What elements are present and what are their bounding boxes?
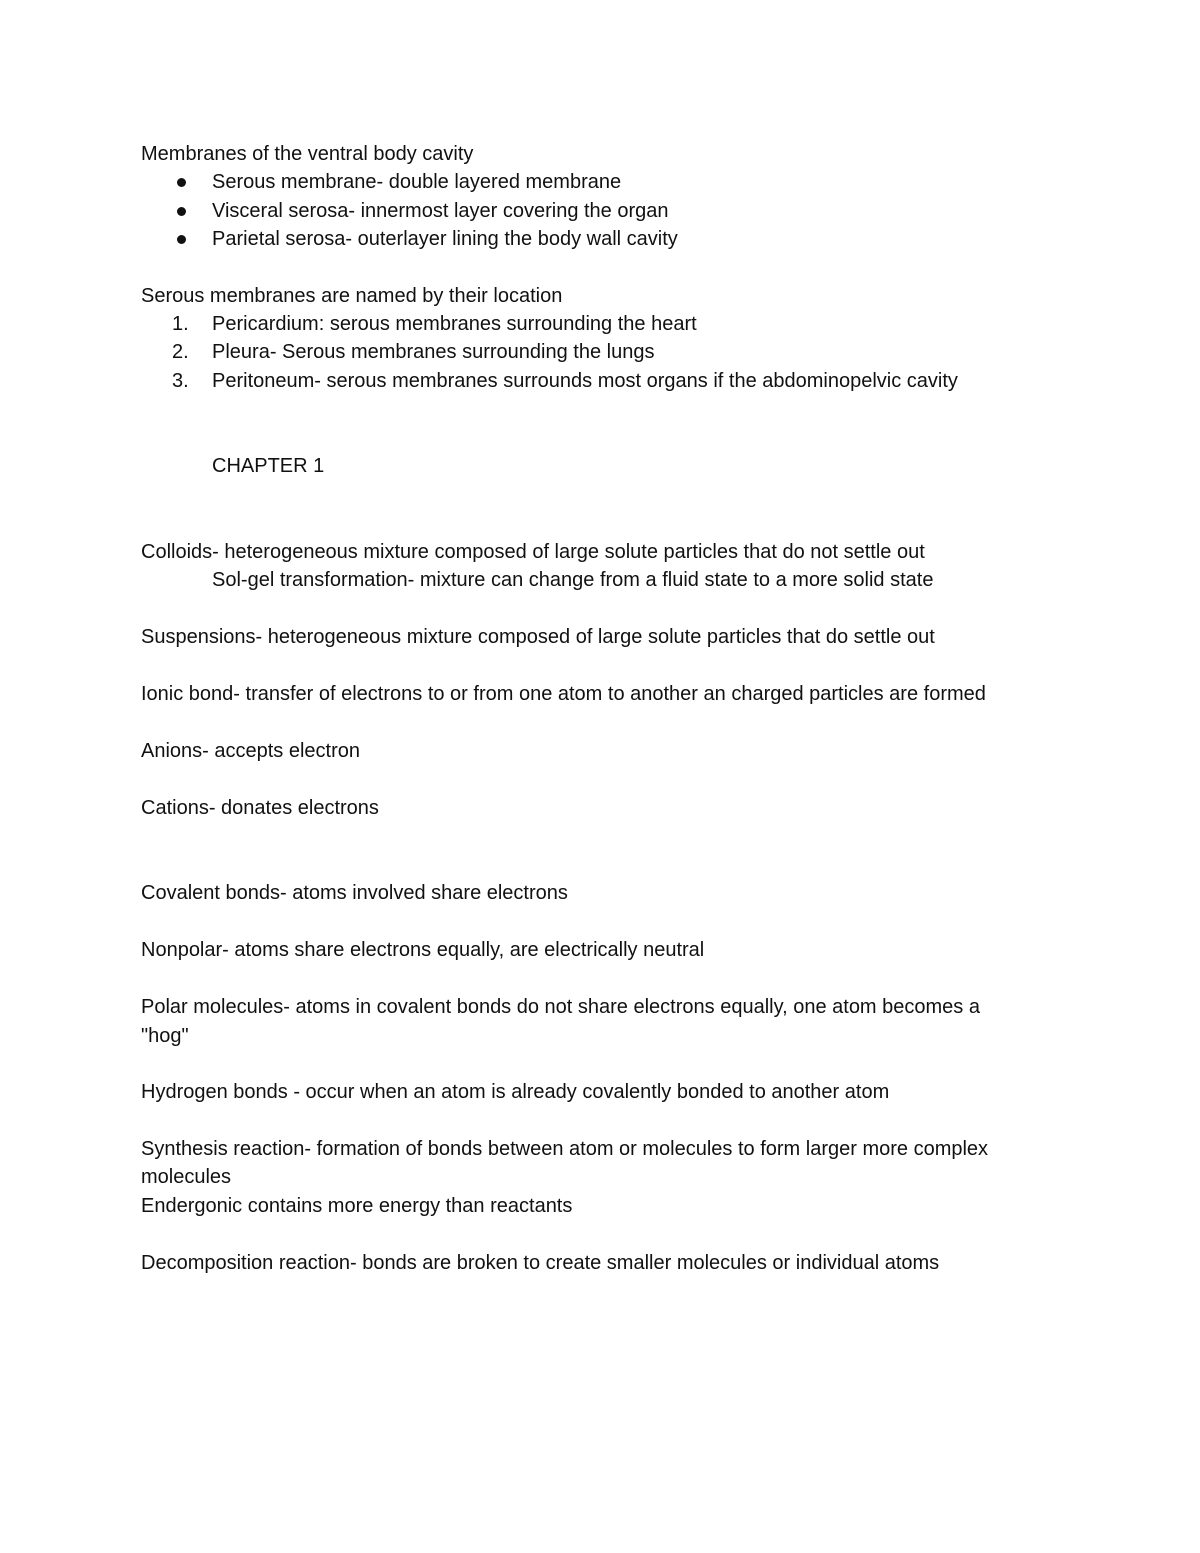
- bullet-item-visceral-serosa: Visceral serosa- innermost layer covering the organ: [212, 200, 669, 222]
- paragraph-polar-line-2: "hog": [141, 1025, 189, 1047]
- paragraph-nonpolar: Nonpolar- atoms share electrons equally, are electrically neutral: [141, 939, 705, 961]
- paragraph-colloids: Colloids- heterogeneous mixture composed of large solute particles that do not settle out: [141, 541, 925, 563]
- paragraph-cations: Cations- donates electrons: [141, 797, 379, 819]
- bullet-icon: [177, 207, 186, 216]
- paragraph-ionic-bond: Ionic bond- transfer of electrons to or from one atom to another an charged particles are formed: [141, 683, 986, 705]
- paragraph-synthesis-line-2: molecules: [141, 1166, 232, 1188]
- paragraph-covalent-bonds: Covalent bonds- atoms involved share electrons: [141, 882, 568, 904]
- paragraph-decomposition: Decomposition reaction- bonds are broken to create smaller molecules or individual atoms: [141, 1252, 940, 1274]
- section-heading-membranes: Membranes of the ventral body cavity: [141, 143, 474, 165]
- bullet-item-serous-membrane: Serous membrane- double layered membrane: [212, 171, 622, 193]
- paragraph-endergonic: Endergonic contains more energy than reactants: [141, 1195, 573, 1217]
- list-number: 3.: [172, 370, 189, 392]
- paragraph-suspensions: Suspensions- heterogeneous mixture composed of large solute particles that do settle out: [141, 626, 935, 648]
- list-number: 1.: [172, 313, 189, 335]
- list-item-pleura: Pleura- Serous membranes surrounding the lungs: [212, 341, 655, 363]
- paragraph-anions: Anions- accepts electron: [141, 740, 361, 762]
- paragraph-hydrogen-bonds: Hydrogen bonds - occur when an atom is already covalently bonded to another atom: [141, 1081, 890, 1103]
- paragraph-sol-gel: Sol-gel transformation- mixture can change from a fluid state to a more solid state: [212, 569, 934, 591]
- chapter-title: CHAPTER 1: [212, 455, 325, 477]
- section-heading-serous-location: Serous membranes are named by their location: [141, 285, 563, 307]
- list-item-peritoneum: Peritoneum- serous membranes surrounds most organs if the abdominopelvic cavity: [212, 370, 958, 392]
- paragraph-polar-line-1: Polar molecules- atoms in covalent bonds do not share electrons equally, one atom becomes a: [141, 996, 980, 1018]
- list-item-pericardium: Pericardium: serous membranes surrounding the heart: [212, 313, 697, 335]
- bullet-item-parietal-serosa: Parietal serosa- outerlayer lining the body wall cavity: [212, 228, 678, 250]
- paragraph-synthesis-line-1: Synthesis reaction- formation of bonds between atom or molecules to form larger more complex: [141, 1138, 989, 1160]
- bullet-icon: [177, 235, 186, 244]
- bullet-icon: [177, 178, 186, 187]
- list-number: 2.: [172, 341, 189, 363]
